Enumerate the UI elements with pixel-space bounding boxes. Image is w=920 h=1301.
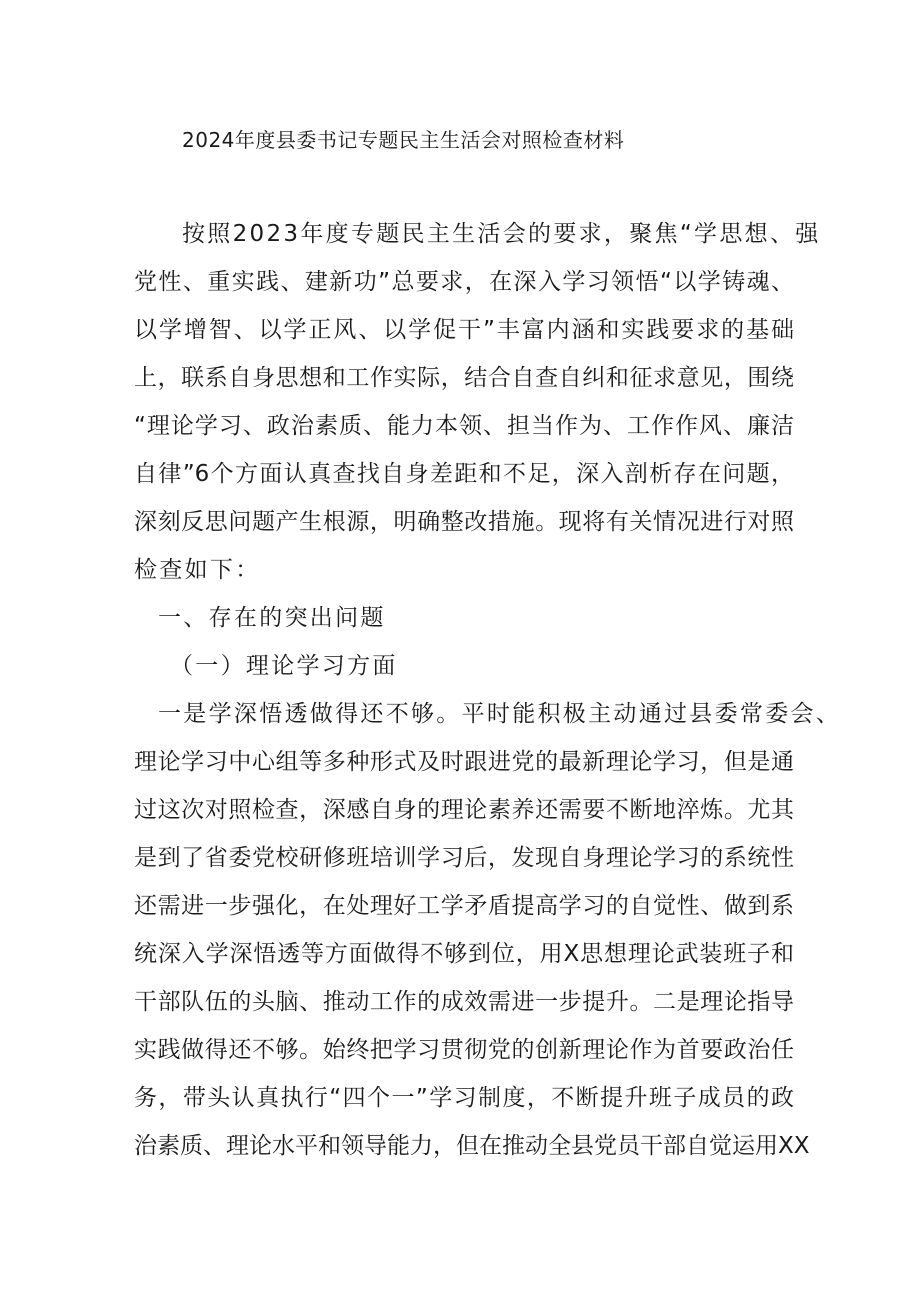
paragraph-line: 一是学深悟透做得还不够。平时能积极主动通过县委常委会、 [158, 701, 842, 727]
paragraph-line: 深刻反思问题产生根源，明确整改措施。现将有关情况进行对照 [134, 509, 794, 535]
paragraph-line: 过这次对照检查，深感自身的理论素养还需要不断地淬炼。尤其 [134, 797, 794, 823]
paragraph-line: 检查如下： [134, 557, 261, 583]
paragraph-line: “理论学习、政治素质、能力本领、担当作为、工作作风、廉洁 [134, 413, 794, 439]
section-heading: 一、存在的突出问题 [158, 605, 386, 631]
paragraph-line: 还需进一步强化，在处理好工学矛盾提高学习的自觉性、做到系 [134, 893, 794, 919]
paragraph-line: 干部队伍的头脑、推动工作的成效需进一步提升。二是理论指导 [134, 989, 794, 1015]
subsection-heading: （一）理论学习方面 [170, 653, 398, 679]
paragraph-line: 上，联系自身思想和工作实际，结合自查自纠和征求意见，围绕 [134, 365, 794, 391]
paragraph-line: 党性、重实践、建新功”总要求，在深入学习领悟“以学铸魂、 [134, 269, 794, 295]
paragraph-line: 按照2023年度专题民主生活会的要求，聚焦“学思想、强 [182, 221, 821, 247]
document-title: 2024年度县委书记专题民主生活会对照检查材料 [182, 128, 625, 152]
paragraph-line: 以学增智、以学正风、以学促干”丰富内涵和实践要求的基础 [134, 317, 794, 343]
paragraph-line: 理论学习中心组等多种形式及时跟进党的最新理论学习，但是通 [134, 749, 794, 775]
paragraph-line: 实践做得还不够。始终把学习贯彻党的创新理论作为首要政治任 [134, 1037, 794, 1063]
paragraph-line: 是到了省委党校研修班培训学习后，发现自身理论学习的系统性 [134, 845, 794, 871]
paragraph-line: 务，带头认真执行“四个一”学习制度，不断提升班子成员的政 [134, 1085, 794, 1111]
paragraph-line: 治素质、理论水平和领导能力，但在推动全县党员干部自觉运用XX [134, 1133, 810, 1159]
paragraph-line: 统深入学深悟透等方面做得不够到位，用X思想理论武装班子和 [134, 941, 794, 967]
paragraph-line: 自律”6个方面认真查找自身差距和不足，深入剖析存在问题， [134, 461, 794, 487]
